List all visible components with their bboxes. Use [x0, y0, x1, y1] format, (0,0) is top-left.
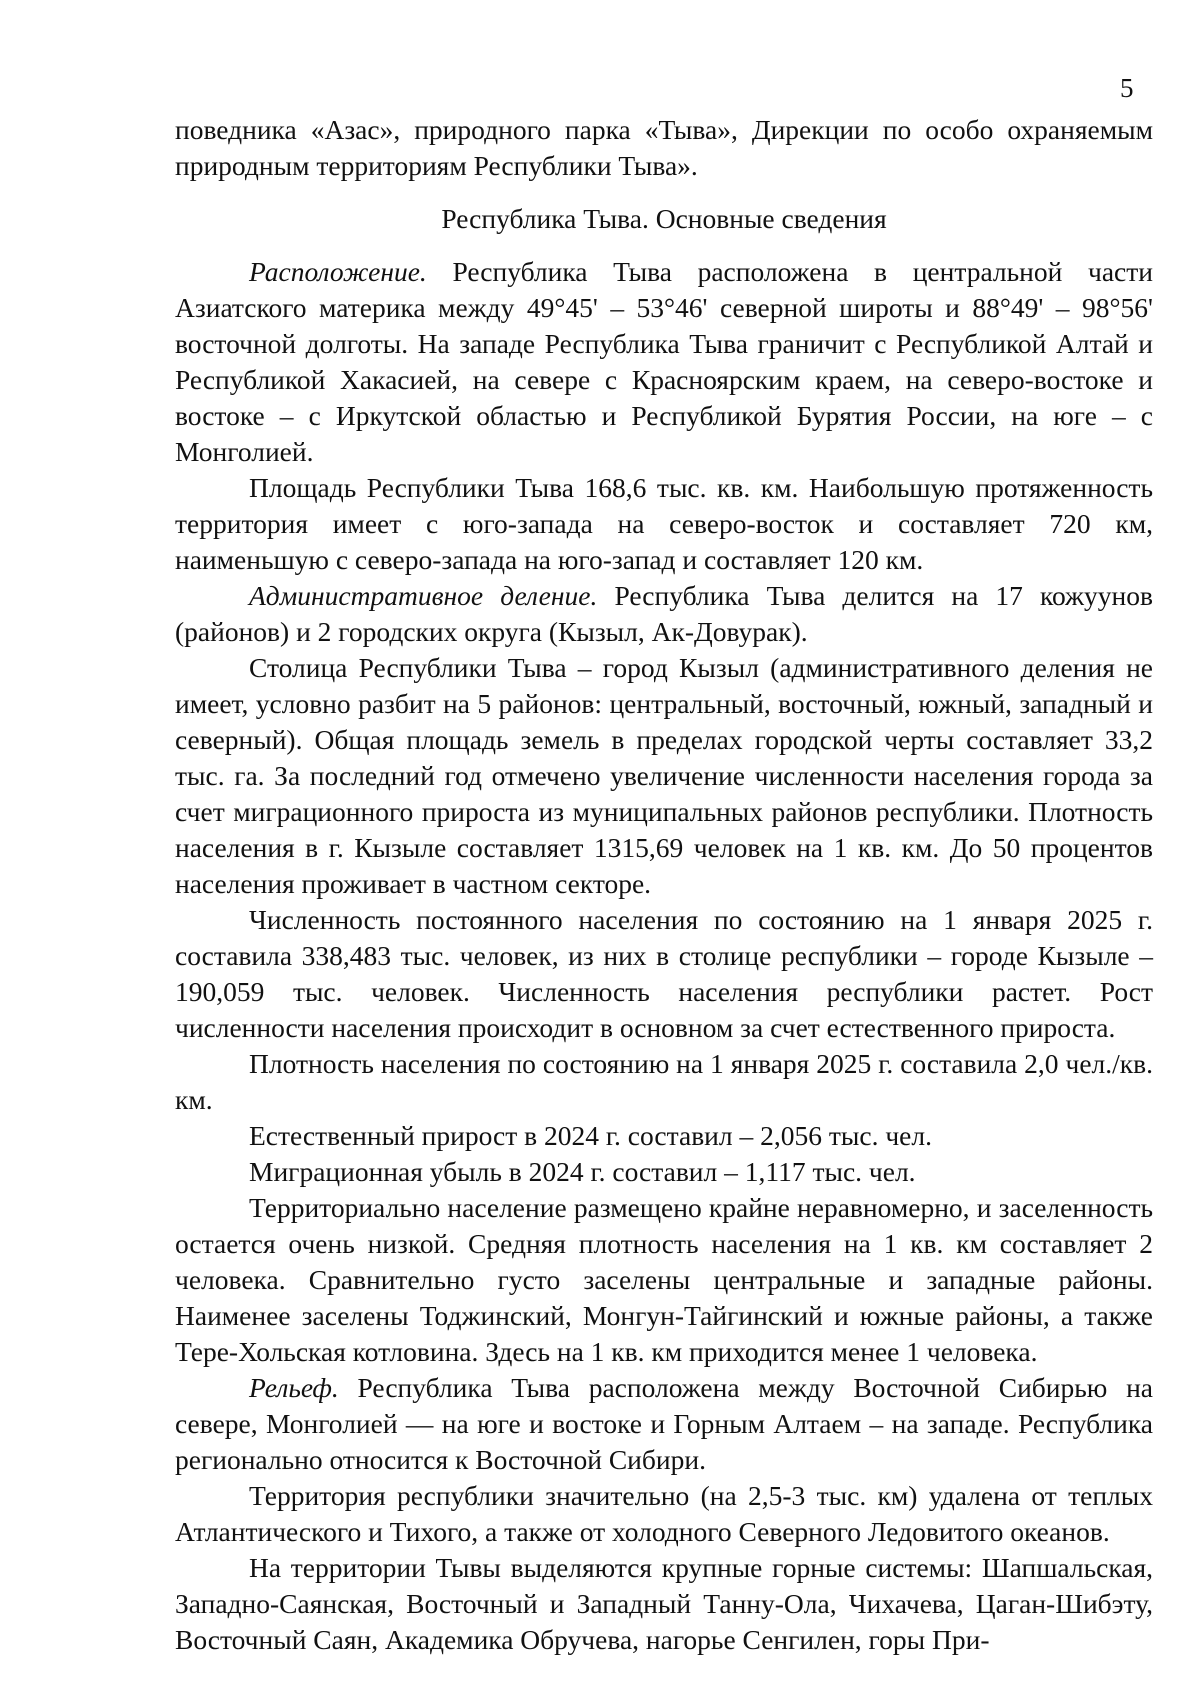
- paragraph-text: Плотность населения по состоянию на 1 января 2025 г. составила 2,0 чел./кв. км.: [175, 1048, 1153, 1115]
- page-number: 5: [1120, 73, 1134, 103]
- paragraph-area: [175, 470, 1153, 578]
- paragraph-capital: [175, 650, 1153, 902]
- paragraph-location: [175, 254, 1153, 470]
- paragraph-text: Площадь Республики Тыва 168,6 тыс. кв. км. Наибольшую протяженность территория имеет с юго-запада на северо-восток и составляет 720 км, наименьшую с северо-запада на юго-запад и составляет 120 км.: [175, 472, 1153, 575]
- paragraph-text: Территория республики значительно (на 2,5-3 тыс. км) удалена от теплых Атлантического и Тихого, а также от холодного Северного Ледовитого океанов.: [175, 1480, 1153, 1547]
- paragraph-text: Республика Тыва делится на 17 кожуунов (районов) и 2 городских округа (Кызыл, Ак-Довурак).: [175, 580, 1153, 647]
- paragraph-mountain-systems: [175, 1550, 1153, 1658]
- paragraph-text: Численность постоянного населения по состоянию на 1 января 2025 г. составила 338,483 тыс. человек, из них в столице республики – городе Кызыле – 190,059 тыс. человек. Численность населения республики растет. Рост численности населения происходит в основном за счет естественного прироста.: [175, 904, 1153, 1043]
- paragraph-text: поведника «Азас», природного парка «Тыва», Дирекции по особо охраняемым природным территориям Республики Тыва».: [175, 114, 1153, 181]
- paragraph-relief: [175, 1370, 1153, 1478]
- paragraph-text: На территории Тывы выделяются крупные горные системы: Шапшальская, Западно-Саянская, Восточный и Западный Танну-Ола, Чихачева, Цаган-Шибэту, Восточный Саян, Академика Обручева, нагорье Сенгилен, горы При-: [175, 1552, 1153, 1655]
- section-heading: Республика Тыва. Основные сведения: [441, 203, 887, 234]
- paragraph-population-density: [175, 1046, 1153, 1118]
- paragraph-text: Миграционная убыль в 2024 г. составил – 1,117 тыс. чел.: [249, 1156, 916, 1187]
- paragraph-administrative-division: [175, 578, 1153, 650]
- paragraph-text: Территориально население размещено крайне неравномерно, и заселенность остается очень низкой. Средняя плотность населения на 1 кв. км составляет 2 человека. Сравнительно густо заселены центральные и западные районы. Наименее заселены Тоджинский, Монгун-Тайгинский и южные районы, а также Тере-Хольская котловина. Здесь на 1 кв. км приходится менее 1 человека.: [175, 1192, 1153, 1367]
- paragraph-natural-growth: [175, 1118, 1153, 1154]
- document-body: [175, 112, 1153, 1658]
- paragraph-text: Республика Тыва расположена между Восточной Сибирью на севере, Монголией — на юге и востоке и Горным Алтаем – на западе. Республика регионально относится к Восточной Сибири.: [175, 1372, 1153, 1475]
- paragraph-lead: Расположение.: [249, 256, 427, 287]
- paragraph-continuation: [175, 112, 1153, 184]
- paragraph-text: Республика Тыва расположена в центральной части Азиатского материка между 49°45' – 53°46' северной широты и 88°49' – 98°56' восточной долготы. На западе Республика Тыва граничит с Республикой Алтай и Республикой Хакасией, на севере с Красноярским краем, на северо-востоке и востоке – с Иркутской областью и Республикой Бурятия России, на юге – с Монголией.: [175, 256, 1153, 467]
- paragraph-migration-loss: [175, 1154, 1153, 1190]
- paragraph-ocean-distance: [175, 1478, 1153, 1550]
- paragraph-text: Естественный прирост в 2024 г. составил – 2,056 тыс. чел.: [249, 1120, 932, 1151]
- paragraph-settlement: [175, 1190, 1153, 1370]
- paragraph-lead: Административное деление.: [249, 580, 598, 611]
- paragraph-text: Столица Республики Тыва – город Кызыл (административного деления не имеет, условно разбит на 5 районов: центральный, восточный, южный, западный и северный). Общая площадь земель в пределах городской черты составляет 33,2 тыс. га. За последний год отмечено увеличение численности населения города за счет миграционного прироста из муниципальных районов республики. Плотность населения в г. Кызыле составляет 1315,69 человек на 1 кв. км. До 50 процентов населения проживает в частном секторе.: [175, 652, 1153, 899]
- paragraph-lead: Рельеф.: [249, 1372, 339, 1403]
- paragraph-population: [175, 902, 1153, 1046]
